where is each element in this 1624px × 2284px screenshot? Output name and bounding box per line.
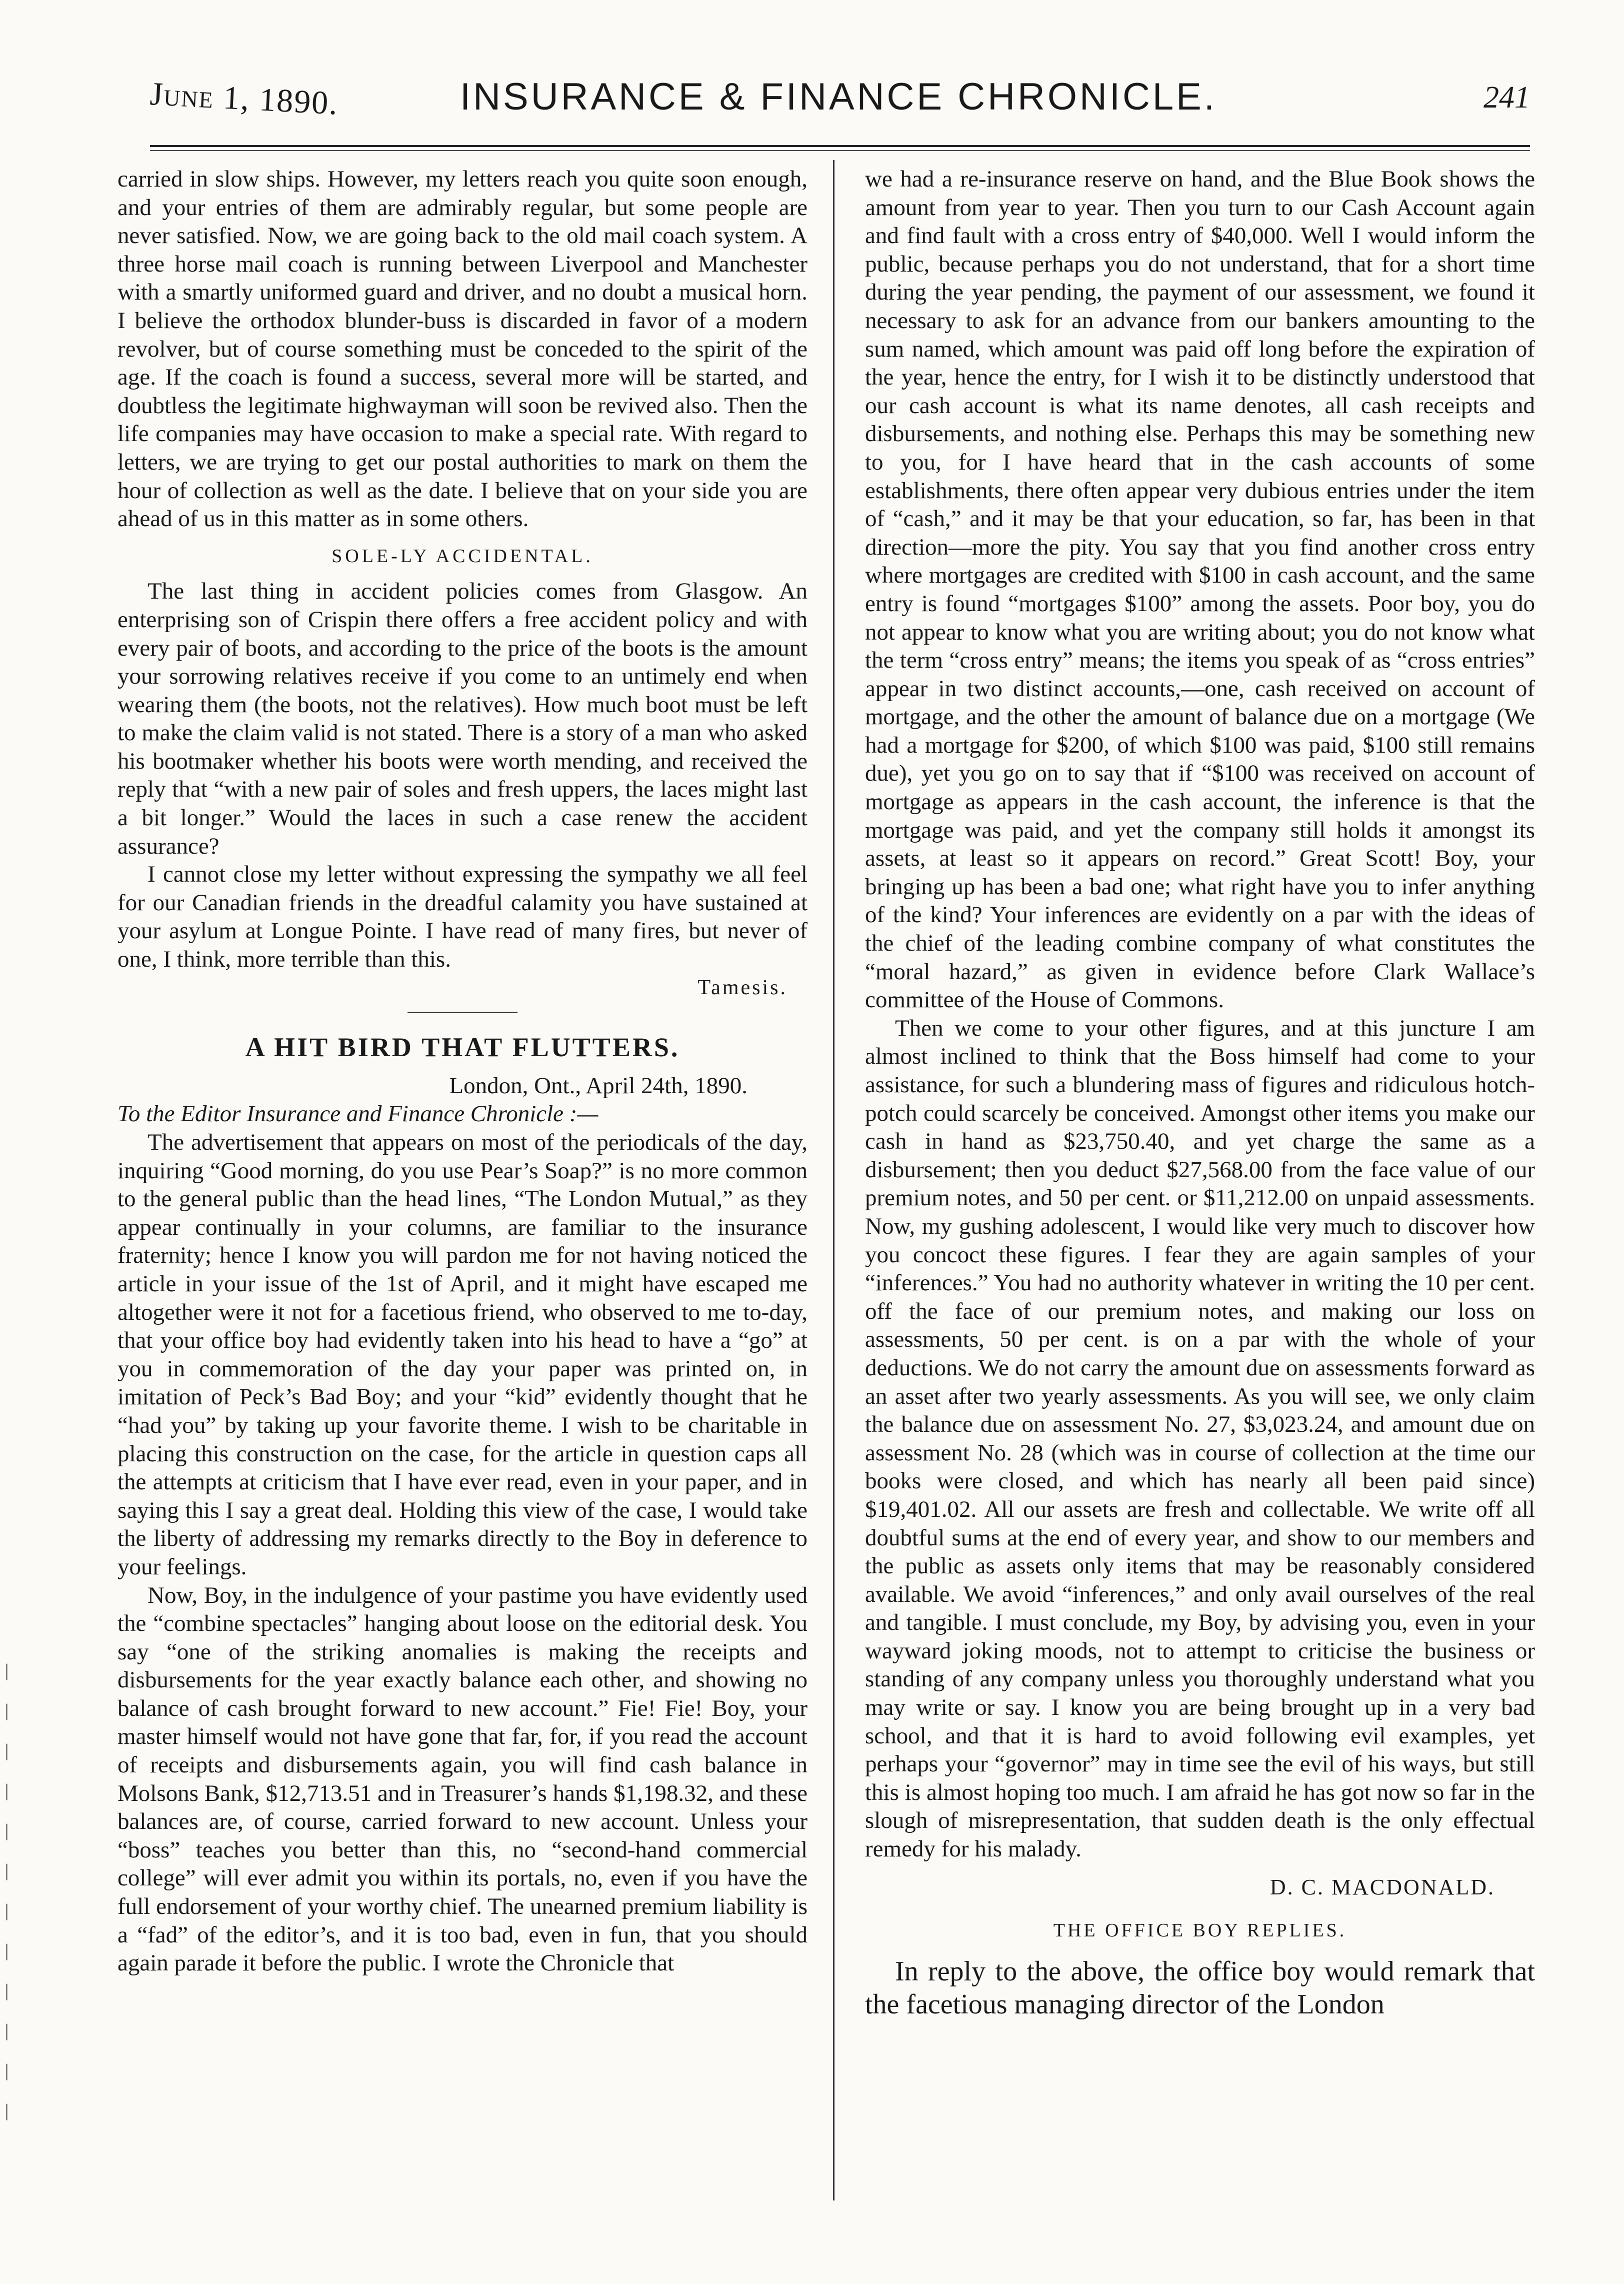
article-dateline: London, Ont., April 24th, 1890. (449, 1072, 748, 1099)
letter-continuation-paragraph: carried in slow ships. However, my letters reach you quite soon enough, and your entries of them are admirably regular, but some people are never satisfied. Now, we are going back to the old mail coach system. A three horse mail coach is running between Liverpool and Manchester with a smartly uniformed guard and driver, and no doubt a musical horn. I believe the orthodox blunder-buss is discarded in favor of a modern revolver, but of course something must be conceded to the spirit of the age. If the coach is found a success, several more will be started, and doubtless the legitimate highwayman will soon be revived also. Then the life companies may have occasion to make a special rate. With regard to letters, we are trying to get our postal authorities to mark on them the hour of collection as well as the date. I believe that on your side you are ahead of us in this matter as in some others. (118, 166, 808, 532)
right-column (865, 165, 1535, 2021)
body-paragraph: we had a re-insurance reserve on hand, and the Blue Book shows the amount from year to year. Then you turn to our Cash Account again and find fault with a cross entry of $40,000. Well I would inform the public, because perhaps you do not understand, that for a short time during the year pending, the payment of our assessment, we found it necessary to ask for an advance from our bankers amounting to the sum named, which amount was paid off long before the expiration of the year, hence the entry, for I wish it to be distinctly understood that our cash account is what its name denotes, all cash receipts and disbursements, and nothing else. Perhaps this may be something new to you, for I have heard that in the cash accounts of some establishments, there often appear very dubious entries under the item of “cash,” and it may be that your education, so far, has been in that direction—more the pity. You say that you find another cross entry where mortgages are credited with $100 in cash account, and the same entry is found “mortgages $100” among the assets. Poor boy, you do not appear to know what you are writing about; you do not know what the term “cross entry” means; the items you speak of as “cross entries” appear in two distinct accounts,—one, cash received on account of mortgage, and the other the amount of balance due on a mortgage (We had a mortgage for $200, of which $100 was paid, $100 still remains due), yet you go on to say that if “$100 was received on account of mortgage as appears in the cash account, the inference is that the mortgage was paid, and yet the company still holds it amongst its assets, at least so it appears on record.” Great Scott! Boy, your bringing up has been a bad one; what right have you to infer anything of the kind? Your inferences are evidently on a par with the ideas of the chief of the leading combine company of what constitutes the “moral hazard,” as given in evidence before Clark Wallace’s committee of the House of Commons. (865, 166, 1535, 1013)
letter-salutation: To the Editor Insurance and Finance Chronicle :— (118, 1101, 598, 1127)
section-heading-office-boy-replies: THE OFFICE BOY REPLIES. (1053, 1920, 1347, 1941)
article-title: A HIT BIRD THAT FLUTTERS. (245, 1032, 680, 1063)
section-rule (408, 1012, 518, 1013)
header-rule-secondary (150, 150, 1530, 151)
left-column (118, 165, 808, 1977)
issue-date: June 1, 1890. (149, 76, 340, 122)
publication-title: INSURANCE & FINANCE CHRONICLE. (460, 76, 1217, 118)
signature-macdonald: D. C. MACDONALD. (1270, 1874, 1495, 1899)
body-paragraph: I cannot close my letter without expressing the sympathy we all feel for our Canadian friends in the dreadful calamity you have sustained at your asylum at Longue Pointe. I have read of many fires, but never of one, I think, more terrible than this. (118, 861, 808, 973)
page-header (150, 60, 1530, 145)
body-paragraph: In reply to the above, the office boy would remark that the facetious managing director of the London (865, 1955, 1535, 2020)
page-number: 241 (1484, 81, 1530, 115)
body-paragraph: Now, Boy, in the indulgence of your pastime you have evidently used the “combine spectacles” hanging about loose on the editorial desk. You say “one of the striking anomalies is making the receipts and disbursements for the year exactly balance each other, and showing no balance of cash brought forward to new account.” Fie! Fie! Boy, your master himself would not have gone that far, for, if you read the account of receipts and disbursements again, you will find cash balance in Molsons Bank, $12,713.51 and in Treasurer’s hands $1,198.32, and these balances are, of course, carried forward to new account. Unless your “boss” teaches you better than this, no “second-hand commercial college” will ever admit you within its portals, no, even if you have the full endorsement of your worthy chief. The unearned premium liability is a “fad” of the editor’s, and it is too bad, even in fun, that you should again parade it before the public. I wrote the Chronicle that (118, 1582, 808, 1976)
signature-tamesis: Tamesis. (698, 976, 788, 999)
body-paragraph: The last thing in accident policies comes from Glasgow. An enterprising son of Crispin there offers a free accident policy and with every pair of boots, and according to the price of the boots is the amount your sorrowing relatives receive if you come to an untimely end when wearing them (the boots, not the relatives). How much boot must be left to make the claim valid is not stated. There is a story of a man who asked his bootmaker whether his boots were worth mending, and received the reply that “with a new pair of soles and fresh uppers, the laces might last a bit longer.” Would the laces in such a case renew the accident assurance? (118, 578, 808, 859)
column-divider (833, 160, 834, 2200)
binding-edge-marks: | | | | | | | | | | | | (5, 1660, 9, 2120)
header-rule (150, 145, 1530, 147)
section-heading-sole-ly-accidental: SOLE-LY ACCIDENTAL. (332, 545, 594, 567)
body-paragraph: The advertisement that appears on most of the periodicals of the day, inquiring “Good morning, do you use Pear’s Soap?” is no more common to the general public than the head lines, “The London Mutual,” as they appear continually in your columns, are familiar to the insurance fraternity; hence I know you will pardon me for not having noticed the article in your issue of the 1st of April, and it might have escaped me altogether were it not for a facetious friend, who observed to me to-day, that your office boy had evidently taken into his head to have a “go” at you in commemoration of the day your paper was printed on, in imitation of Peck’s Bad Boy; and your “kid” evidently thought that he “had you” by taking up your favorite theme. I wish to be charitable in placing this construction on the case, for the article in question caps all the attempts at criticism that I have ever read, even in your paper, and in saying this I say a great deal. Holding this view of the case, I would take the liberty of addressing my remarks directly to the Boy in deference to your feelings. (118, 1129, 808, 1580)
body-paragraph: Then we come to your other figures, and at this juncture I am almost inclined to think that the Boss himself had come to your assistance, for such a blundering mass of figures and ridiculous hotch-potch could scarcely be conceived. Amongst other items you make our cash in hand as $23,750.40, and yet charge the same as a disbursement; then you deduct $27,568.00 from the face value of our premium notes, and 50 per cent. or $11,212.00 on unpaid assessments. Now, my gushing adolescent, I would like very much to discover how you concoct these figures. I fear they are again samples of your “inferences.” You had no authority whatever in writing the 10 per cent. off the face of our premium notes, and making our loss on assessments, 50 per cent. is on a par with the whole of your deductions. We do not carry the amount due on assessments forward as an asset after two yearly assessments. As you will see, we only claim the balance due on assessment No. 27, $3,023.24, and amount due on assessment No. 28 (which was in course of collection at the time our books were closed, and which has nearly all been paid since) $19,401.02. All our assets are fresh and collectable. We write off all doubtful sums at the end of every year, and show to our members and the public as assets only items that may be reasonably considered available. We avoid “inferences,” and only avail ourselves of the real and tangible. I must conclude, my Boy, by advising you, even in your wayward joking moods, not to attempt to criticise the business or standing of any company unless you thoroughly understand what you may write or say. I know you are being brought up in a very bad school, and that it is hard to avoid following evil examples, yet perhaps your “governor” may in time see the evil of his ways, but still this is almost hoping too much. I am afraid he has got now so far in the slough of misrepresentation, that sudden death is the only effectual remedy for his malady. (865, 1015, 1535, 1862)
